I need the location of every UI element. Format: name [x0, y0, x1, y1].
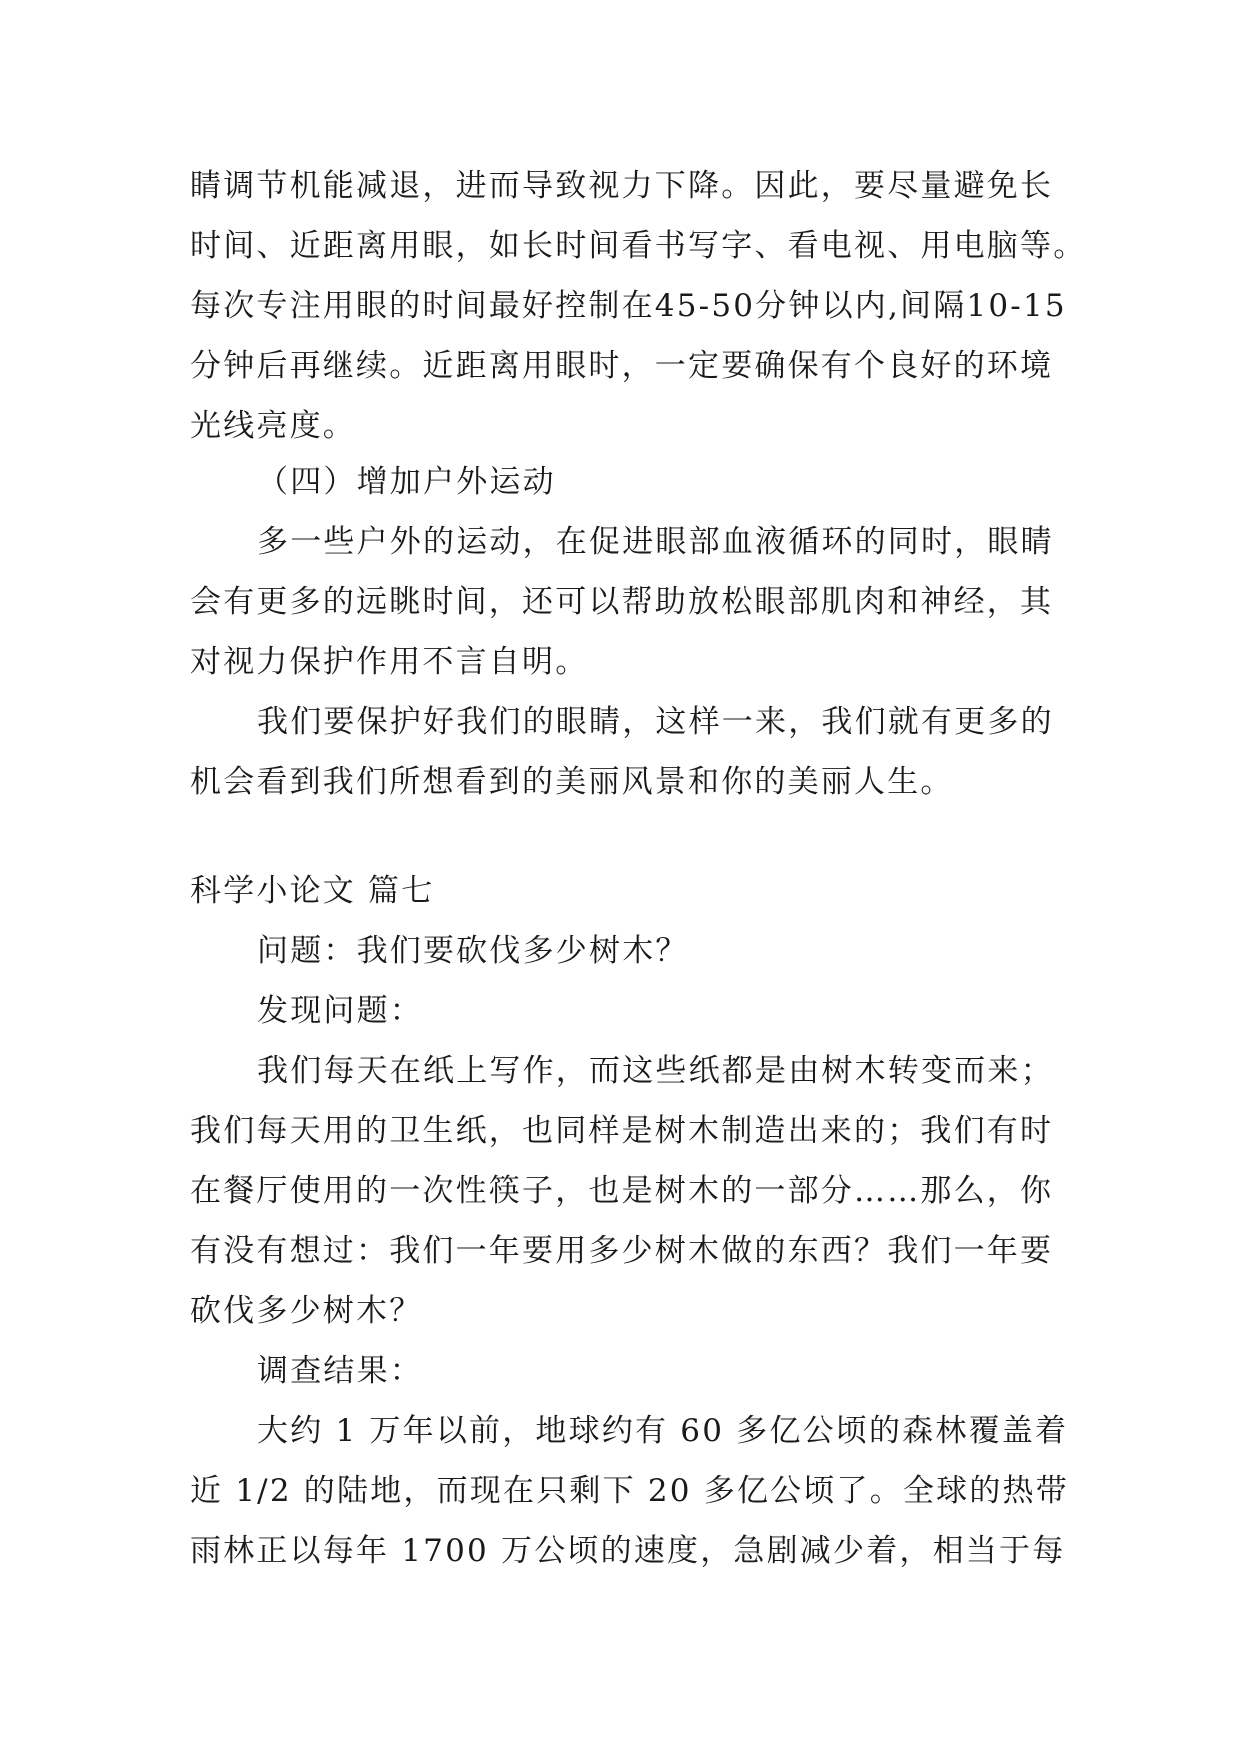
body-text-line: 近 1/2 的陆地，而现在只剩下 20 多亿公顷了。全球的热带	[190, 1473, 1069, 1509]
subheading: 调查结果：	[257, 1353, 423, 1389]
paragraph-first-line: 我们每天在纸上写作，而这些纸都是由树木转变而来；	[257, 1053, 1054, 1089]
paragraph-first-line: 多一些户外的运动，在促进眼部血液循环的同时，眼睛	[257, 524, 1054, 560]
question-line: 问题：我们要砍伐多少树木？	[257, 933, 689, 969]
subheading: 发现问题：	[257, 993, 423, 1029]
body-text-line: 睛调节机能减退，进而导致视力下降。因此，要尽量避免长	[190, 168, 1054, 204]
section-heading: （四）增加户外运动	[257, 464, 556, 500]
body-text-line: 会有更多的远眺时间，还可以帮助放松眼部肌肉和神经，其	[190, 584, 1054, 620]
article-title: 科学小论文 篇七	[190, 873, 435, 909]
paragraph-first-line: 我们要保护好我们的眼睛，这样一来，我们就有更多的	[257, 704, 1054, 740]
body-text-line: 雨林正以每年 1700 万公顷的速度，急剧减少着，相当于每	[190, 1533, 1066, 1569]
body-text-line: 机会看到我们所想看到的美丽风景和你的美丽人生。	[190, 764, 954, 800]
body-text-line: 有没有想过：我们一年要用多少树木做的东西？我们一年要	[190, 1233, 1054, 1269]
body-text-line: 我们每天用的卫生纸，也同样是树木制造出来的；我们有时	[190, 1113, 1054, 1149]
body-text-line: 在餐厅使用的一次性筷子，也是树木的一部分……那么，你	[190, 1173, 1054, 1209]
body-text-line: 光线亮度。	[190, 408, 356, 444]
body-text-line: 分钟后再继续。近距离用眼时，一定要确保有个良好的环境	[190, 348, 1054, 384]
body-text-line: 对视力保护作用不言自明。	[190, 644, 589, 680]
paragraph-first-line: 大约 1 万年以前，地球约有 60 多亿公顷的森林覆盖着	[257, 1413, 1069, 1449]
body-text-line: 时间、近距离用眼，如长时间看书写字、看电视、用电脑等。	[190, 228, 1087, 264]
body-text-line: 每次专注用眼的时间最好控制在45-50分钟以内,间隔10-15	[190, 288, 1067, 324]
body-text-line: 砍伐多少树木？	[190, 1293, 423, 1329]
